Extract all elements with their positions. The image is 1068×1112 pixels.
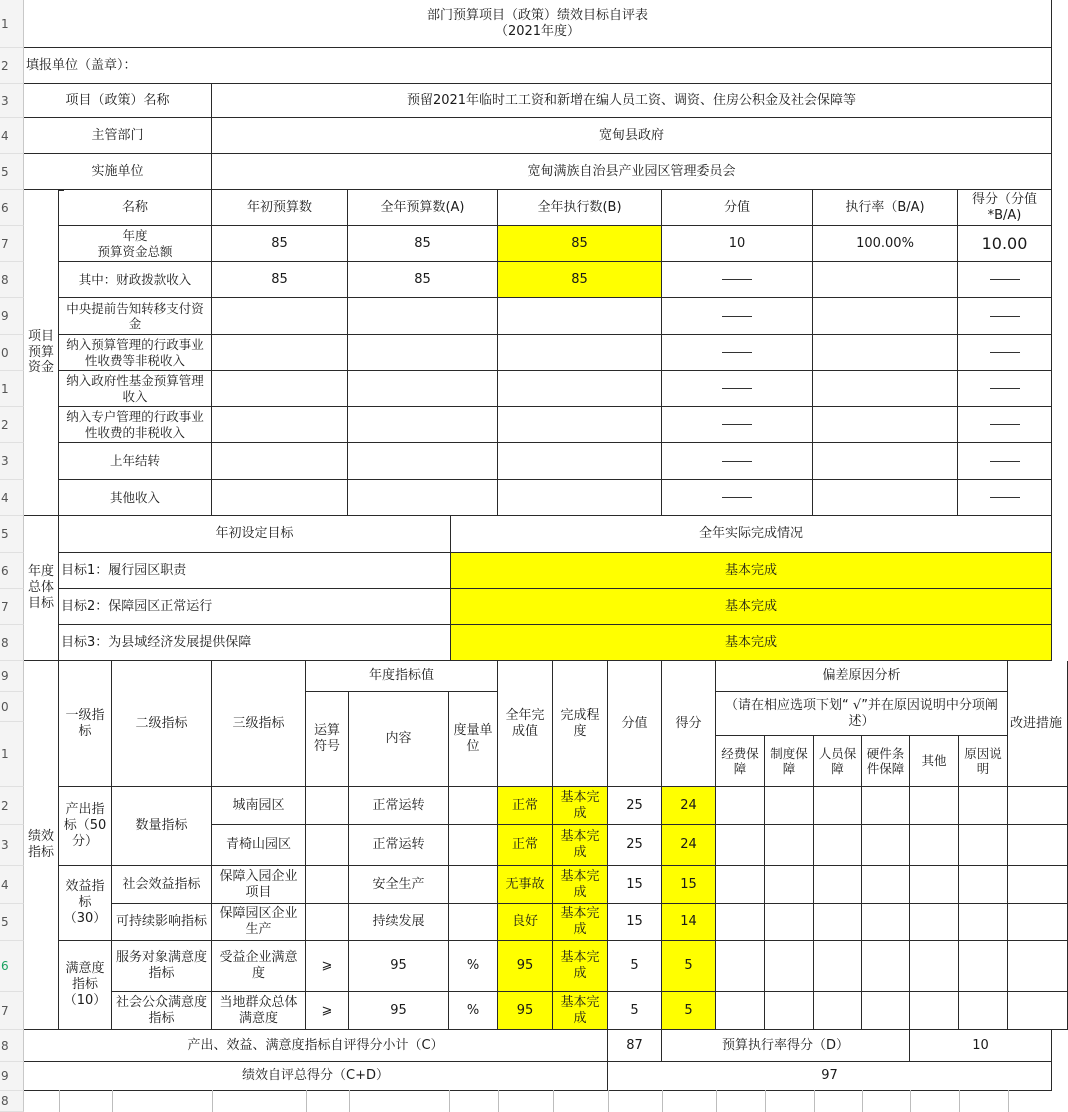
reason-cell[interactable]	[814, 825, 862, 866]
funds-header[interactable]: 全年预算数(A)	[348, 190, 498, 226]
row-header[interactable]: 4	[0, 480, 24, 516]
reason-cell[interactable]	[814, 904, 862, 941]
funds-cell[interactable]	[498, 298, 662, 335]
funds-cell[interactable]	[958, 335, 1052, 371]
reason-cell[interactable]	[814, 787, 862, 825]
indicators-side-label[interactable]: 绩效指标	[24, 661, 59, 1030]
indicator-cell[interactable]: 持续发展	[349, 904, 449, 941]
funds-cell[interactable]	[348, 443, 498, 480]
reason-cell[interactable]	[862, 992, 910, 1030]
row-header[interactable]: 6	[0, 941, 24, 992]
reason-header[interactable]: 原因说明	[959, 736, 1008, 787]
funds-cell[interactable]: 85	[498, 262, 662, 298]
reason-cell[interactable]	[959, 941, 1008, 992]
reason-cell[interactable]	[716, 941, 765, 992]
total-value[interactable]: 97	[608, 1062, 1052, 1091]
funds-cell[interactable]: 10	[662, 226, 813, 262]
gridline	[662, 1090, 663, 1112]
row-header[interactable]: 6	[0, 190, 24, 226]
indicator-cell[interactable]: 15	[662, 866, 716, 904]
funds-cell[interactable]	[498, 443, 662, 480]
reason-cell[interactable]	[910, 941, 959, 992]
ind-header[interactable]: 度量单位	[449, 692, 498, 787]
reason-cell[interactable]	[765, 787, 814, 825]
indicator-cell[interactable]: ⩾	[306, 941, 349, 992]
funds-cell[interactable]: 85	[348, 226, 498, 262]
funds-cell[interactable]: 85	[498, 226, 662, 262]
info-value[interactable]: 宽甸满族自治县产业园区管理委员会	[212, 154, 1052, 190]
row-header[interactable]: 2	[0, 48, 24, 84]
funds-row-name[interactable]: 纳入政府性基金预算管理收入	[59, 371, 212, 407]
funds-cell[interactable]	[813, 298, 958, 335]
reason-cell[interactable]	[716, 866, 765, 904]
gridline	[716, 1090, 717, 1112]
reason-cell[interactable]	[959, 992, 1008, 1030]
indicator-cell[interactable]: 24	[662, 825, 716, 866]
ind-header[interactable]: 三级指标	[212, 661, 306, 787]
funds-cell[interactable]: 85	[212, 262, 348, 298]
goal-status[interactable]: 基本完成	[451, 553, 1052, 589]
indicator-cell[interactable]: 基本完成	[553, 787, 608, 825]
gridline	[862, 1090, 863, 1112]
improve-cell[interactable]	[1008, 787, 1068, 825]
funds-header[interactable]: 名称	[59, 190, 212, 226]
budget-rate-value[interactable]: 10	[910, 1030, 1052, 1062]
reason-cell[interactable]	[910, 992, 959, 1030]
funds-cell[interactable]	[813, 480, 958, 516]
reason-cell[interactable]	[910, 825, 959, 866]
gridline	[449, 1090, 450, 1112]
improve-cell[interactable]	[1008, 825, 1068, 866]
level1-cell[interactable]: 效益指标（30）	[59, 866, 112, 941]
row-header[interactable]: 1	[0, 371, 24, 407]
reason-cell[interactable]	[959, 825, 1008, 866]
indicator-cell[interactable]: 5	[662, 992, 716, 1030]
indicator-cell[interactable]	[449, 904, 498, 941]
gridline	[765, 1090, 766, 1112]
indicator-cell[interactable]: 良好	[498, 904, 553, 941]
level2-cell[interactable]: 服务对象满意度指标	[112, 941, 212, 992]
reason-cell[interactable]	[716, 904, 765, 941]
row-header[interactable]: 8	[0, 262, 24, 298]
row-header[interactable]: 3	[0, 443, 24, 480]
reason-cell[interactable]	[716, 825, 765, 866]
funds-cell[interactable]	[212, 443, 348, 480]
indicator-cell[interactable]: 正常	[498, 825, 553, 866]
indicator-cell[interactable]: 当地群众总体满意度	[212, 992, 306, 1030]
reason-cell[interactable]	[959, 866, 1008, 904]
gridline	[349, 1090, 350, 1112]
level1-cell[interactable]: 满意度指标（10）	[59, 941, 112, 1030]
funds-cell[interactable]	[212, 335, 348, 371]
indicator-cell[interactable]	[449, 787, 498, 825]
goal-status[interactable]: 基本完成	[451, 625, 1052, 661]
subtotal-value[interactable]: 87	[608, 1030, 662, 1062]
reason-cell[interactable]	[716, 992, 765, 1030]
row-header[interactable]: 5	[0, 516, 24, 553]
reason-header[interactable]: 经费保障	[716, 736, 765, 787]
indicator-cell[interactable]: 保障园区企业生产	[212, 904, 306, 941]
reason-cell[interactable]	[862, 825, 910, 866]
indicator-cell[interactable]: 5	[662, 941, 716, 992]
reason-cell[interactable]	[814, 866, 862, 904]
funds-side-label[interactable]: 项目预算资金	[24, 190, 59, 516]
improve-cell[interactable]	[1008, 866, 1068, 904]
indicator-cell[interactable]: 5	[608, 992, 662, 1030]
indicator-cell[interactable]: %	[449, 992, 498, 1030]
funds-cell[interactable]	[212, 298, 348, 335]
funds-row-name[interactable]: 其中：财政拨款收入	[59, 262, 212, 298]
indicator-cell[interactable]: 基本完成	[553, 825, 608, 866]
goals-header[interactable]: 全年实际完成情况	[451, 516, 1052, 553]
gridline	[59, 1090, 60, 1112]
improve-cell[interactable]	[1008, 941, 1068, 992]
funds-cell[interactable]	[813, 262, 958, 298]
row-header[interactable]: 9	[0, 661, 24, 692]
indicator-cell[interactable]	[306, 825, 349, 866]
indicator-cell[interactable]: %	[449, 941, 498, 992]
goal-status[interactable]: 基本完成	[451, 589, 1052, 625]
funds-cell[interactable]	[662, 443, 813, 480]
funds-cell[interactable]	[813, 407, 958, 443]
info-value[interactable]: 宽甸县政府	[212, 118, 1052, 154]
reason-cell[interactable]	[959, 787, 1008, 825]
indicator-cell[interactable]: 基本完成	[553, 904, 608, 941]
level1-cell[interactable]: 产出指标（50分）	[59, 787, 112, 866]
row-header[interactable]: 7	[0, 589, 24, 625]
gridline	[959, 1090, 960, 1112]
funds-cell[interactable]	[958, 262, 1052, 298]
reason-header[interactable]: 其他	[910, 736, 959, 787]
funds-cell[interactable]	[662, 335, 813, 371]
info-label[interactable]: 项目（政策）名称	[24, 84, 212, 118]
row-header[interactable]: 0	[0, 335, 24, 371]
funds-cell[interactable]	[348, 335, 498, 371]
indicator-cell[interactable]: 95	[498, 992, 553, 1030]
indicator-cell[interactable]: 正常	[498, 787, 553, 825]
total-label[interactable]: 绩效自评总得分（C+D）	[24, 1062, 608, 1091]
budget-rate-label[interactable]: 预算执行率得分（D）	[662, 1030, 910, 1062]
gridline	[306, 1090, 307, 1112]
reason-cell[interactable]	[910, 904, 959, 941]
funds-cell[interactable]	[662, 298, 813, 335]
row-header[interactable]: 4	[0, 118, 24, 154]
info-label[interactable]: 主管部门	[24, 118, 212, 154]
funds-cell[interactable]	[212, 371, 348, 407]
reason-cell[interactable]	[765, 992, 814, 1030]
indicator-cell[interactable]	[449, 866, 498, 904]
row-header[interactable]: 6	[0, 553, 24, 589]
info-label[interactable]: 实施单位	[24, 154, 212, 190]
reason-cell[interactable]	[716, 787, 765, 825]
funds-cell[interactable]	[662, 262, 813, 298]
funds-cell[interactable]	[212, 480, 348, 516]
funds-row-name[interactable]: 上年结转	[59, 443, 212, 480]
row-header[interactable]: 8	[0, 1030, 24, 1062]
funds-row-name[interactable]: 年度 预算资金总额	[59, 226, 212, 262]
funds-cell[interactable]	[813, 443, 958, 480]
gridline	[553, 1090, 554, 1112]
indicator-cell[interactable]: 基本完成	[553, 866, 608, 904]
indicator-cell[interactable]: 15	[608, 904, 662, 941]
row-header[interactable]: 8	[0, 1091, 24, 1112]
goal-text[interactable]: 目标1：履行园区职责	[59, 553, 451, 589]
gridline	[1008, 1090, 1009, 1112]
row-header[interactable]: 0	[0, 692, 24, 722]
indicator-cell[interactable]: 95	[498, 941, 553, 992]
goals-header[interactable]: 年初设定目标	[59, 516, 451, 553]
indicator-cell[interactable]: 受益企业满意度	[212, 941, 306, 992]
funds-header[interactable]: 得分（分值*B/A)	[958, 190, 1052, 226]
funds-row-name[interactable]: 其他收入	[59, 480, 212, 516]
funds-header[interactable]: 年初预算数	[212, 190, 348, 226]
funds-cell[interactable]: 85	[212, 226, 348, 262]
indicator-cell[interactable]: 15	[608, 866, 662, 904]
funds-cell[interactable]	[958, 407, 1052, 443]
ind-header[interactable]: 分值	[608, 661, 662, 787]
ind-header[interactable]: 内容	[349, 692, 449, 787]
indicator-cell[interactable]	[449, 825, 498, 866]
row-header[interactable]: 3	[0, 825, 24, 866]
reason-cell[interactable]	[765, 866, 814, 904]
row-header[interactable]: 5	[0, 154, 24, 190]
row-header[interactable]: 7	[0, 226, 24, 262]
indicator-cell[interactable]: 基本完成	[553, 941, 608, 992]
indicator-cell[interactable]: ⩾	[306, 992, 349, 1030]
improve-cell[interactable]	[1008, 992, 1068, 1030]
indicator-cell[interactable]	[306, 904, 349, 941]
ind-header[interactable]: 改进措施	[1008, 661, 1068, 787]
reason-cell[interactable]	[862, 787, 910, 825]
indicator-cell[interactable]: 青椅山园区	[212, 825, 306, 866]
fill-unit-label[interactable]: 填报单位（盖章）：	[24, 48, 1052, 84]
reason-header[interactable]: 人员保障	[814, 736, 862, 787]
funds-cell[interactable]: 100.00%	[813, 226, 958, 262]
funds-cell[interactable]	[662, 371, 813, 407]
row-header[interactable]: 9	[0, 298, 24, 335]
subtotal-label[interactable]: 产出、效益、满意度指标自评得分小计（C）	[24, 1030, 608, 1062]
ind-header[interactable]: 运算符号	[306, 692, 349, 787]
indicator-cell[interactable]: 无事故	[498, 866, 553, 904]
level2-cell[interactable]: 社会公众满意度指标	[112, 992, 212, 1030]
reason-cell[interactable]	[765, 825, 814, 866]
funds-cell[interactable]	[498, 480, 662, 516]
funds-cell[interactable]	[813, 335, 958, 371]
title-year: （2021年度）	[494, 23, 581, 39]
reason-header[interactable]: 制度保障	[765, 736, 814, 787]
reason-cell[interactable]	[765, 941, 814, 992]
indicator-cell[interactable]: 14	[662, 904, 716, 941]
indicator-cell[interactable]: 正常运转	[349, 825, 449, 866]
funds-cell[interactable]	[662, 480, 813, 516]
funds-row-name[interactable]: 纳入专户管理的行政事业性收费的非税收入	[59, 407, 212, 443]
level2-cell[interactable]: 社会效益指标	[112, 866, 212, 904]
ind-header[interactable]: 偏差原因分析	[716, 661, 1008, 692]
indicator-cell[interactable]	[306, 787, 349, 825]
indicator-cell[interactable]: 正常运转	[349, 787, 449, 825]
gridline	[910, 1090, 911, 1112]
funds-cell[interactable]	[498, 407, 662, 443]
indicator-cell[interactable]: 25	[608, 787, 662, 825]
row-header[interactable]: 1	[0, 0, 24, 48]
funds-cell[interactable]	[813, 371, 958, 407]
indicator-cell[interactable]: 95	[349, 941, 449, 992]
ind-header[interactable]: 一级指标	[59, 661, 112, 787]
reason-cell[interactable]	[814, 992, 862, 1030]
reason-cell[interactable]	[862, 866, 910, 904]
reason-cell[interactable]	[862, 904, 910, 941]
indicator-cell[interactable]: 24	[662, 787, 716, 825]
funds-row-name[interactable]: 中央提前告知转移支付资金	[59, 298, 212, 335]
funds-cell[interactable]	[498, 335, 662, 371]
funds-cell[interactable]	[212, 407, 348, 443]
funds-cell[interactable]	[958, 443, 1052, 480]
gridline	[112, 1090, 113, 1112]
row-header[interactable]: 1	[0, 722, 24, 787]
goal-text[interactable]: 目标2：保障园区正常运行	[59, 589, 451, 625]
row-header[interactable]: 8	[0, 625, 24, 661]
funds-header[interactable]: 执行率（B/A)	[813, 190, 958, 226]
reason-cell[interactable]	[814, 941, 862, 992]
improve-cell[interactable]	[1008, 904, 1068, 941]
gridline	[608, 1090, 609, 1112]
gridline	[498, 1090, 499, 1112]
funds-cell[interactable]	[348, 298, 498, 335]
funds-cell[interactable]	[348, 480, 498, 516]
funds-cell[interactable]	[958, 298, 1052, 335]
funds-header[interactable]: 分值	[662, 190, 813, 226]
indicator-cell[interactable]: 5	[608, 941, 662, 992]
indicator-cell[interactable]: 95	[349, 992, 449, 1030]
ind-header[interactable]: 二级指标	[112, 661, 212, 787]
ind-header[interactable]: 全年完成值	[498, 661, 553, 787]
indicator-cell[interactable]: 保障入园企业项目	[212, 866, 306, 904]
gridline	[212, 1090, 213, 1112]
row-header[interactable]: 2	[0, 407, 24, 443]
ind-header[interactable]: 得分	[662, 661, 716, 787]
funds-row-name[interactable]: 纳入预算管理的行政事业性收费等非税收入	[59, 335, 212, 371]
funds-cell[interactable]	[958, 371, 1052, 407]
indicator-cell[interactable]: 城南园区	[212, 787, 306, 825]
ind-header[interactable]: 完成程度	[553, 661, 608, 787]
row-header[interactable]: 9	[0, 1062, 24, 1091]
reason-cell[interactable]	[765, 904, 814, 941]
funds-cell[interactable]: 85	[348, 262, 498, 298]
row-header[interactable]: 4	[0, 866, 24, 904]
funds-cell[interactable]: 10.00	[958, 226, 1052, 262]
funds-cell[interactable]	[958, 480, 1052, 516]
goal-text[interactable]: 目标3：为县域经济发展提供保障	[59, 625, 451, 661]
row-header[interactable]: 7	[0, 992, 24, 1030]
reason-cell[interactable]	[862, 941, 910, 992]
funds-cell[interactable]	[498, 371, 662, 407]
funds-header[interactable]: 全年执行数(B)	[498, 190, 662, 226]
indicator-cell[interactable]: 安全生产	[349, 866, 449, 904]
funds-cell[interactable]	[348, 371, 498, 407]
row-header[interactable]: 2	[0, 787, 24, 825]
reason-cell[interactable]	[910, 866, 959, 904]
row-header[interactable]: 3	[0, 84, 24, 118]
ind-header[interactable]: 年度指标值	[306, 661, 498, 692]
title-line: 部门预算项目（政策）绩效目标自评表	[426, 7, 648, 23]
indicator-cell[interactable]	[306, 866, 349, 904]
level2-cell[interactable]: 可持续影响指标	[112, 904, 212, 941]
sheet-title[interactable]	[24, 0, 1052, 48]
goals-side-label[interactable]: 年度总体目标	[24, 516, 59, 661]
level2-cell[interactable]: 数量指标	[112, 787, 212, 866]
reason-header[interactable]: 硬件条件保障	[862, 736, 910, 787]
gridline	[814, 1090, 815, 1112]
reason-cell[interactable]	[910, 787, 959, 825]
ind-header[interactable]: （请在相应选项下划“ √”并在原因说明中分项阐述）	[716, 692, 1008, 736]
indicator-cell[interactable]: 基本完成	[553, 992, 608, 1030]
funds-cell[interactable]	[662, 407, 813, 443]
info-value[interactable]: 预留2021年临时工工资和新增在编人员工资、调资、住房公积金及社会保障等	[212, 84, 1052, 118]
reason-cell[interactable]	[959, 904, 1008, 941]
row-header[interactable]: 5	[0, 904, 24, 941]
funds-cell[interactable]	[348, 407, 498, 443]
indicator-cell[interactable]: 25	[608, 825, 662, 866]
